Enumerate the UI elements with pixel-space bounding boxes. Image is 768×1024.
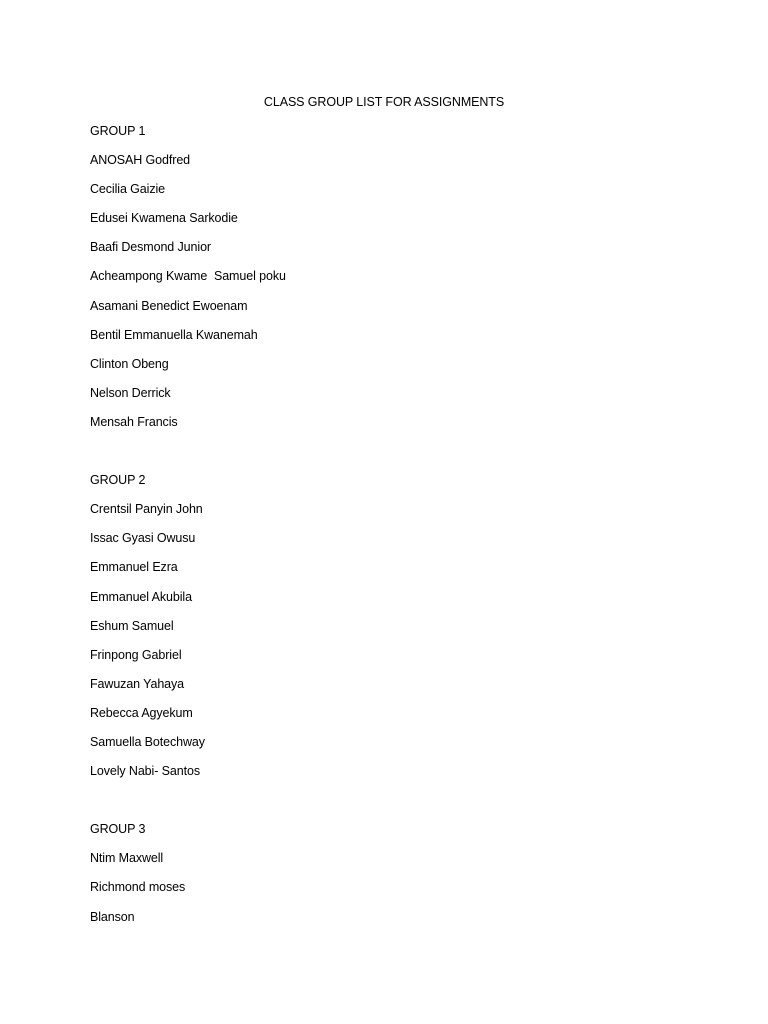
member-name: Rebecca Agyekum	[90, 705, 193, 720]
member-name: Issac Gyasi Owusu	[90, 531, 196, 546]
group-list	[90, 123, 690, 938]
group-heading: GROUP 2	[90, 473, 146, 488]
member-name: Clinton Obeng	[90, 356, 169, 371]
member-name: Fawuzan Yahaya	[90, 676, 185, 691]
group-heading: GROUP 1	[90, 124, 146, 138]
group-heading: GROUP 3	[90, 822, 146, 837]
member-name: Mensah Francis	[90, 414, 178, 429]
member-name: ANOSAH Godfred	[90, 153, 191, 168]
member-name: Emmanuel Ezra	[90, 560, 178, 575]
member-name: Bentil Emmanuella Kwanemah	[90, 327, 258, 342]
member-name: Ntim Maxwell	[90, 851, 164, 866]
member-name: Richmond moses	[90, 880, 186, 895]
member-name: Eshum Samuel	[90, 618, 174, 633]
member-name: Crentsil Panyin John	[90, 502, 203, 517]
member-name: Nelson Derrick	[90, 385, 171, 400]
member-name: Acheampong Kwame Samuel poku	[90, 269, 286, 284]
document-title: CLASS GROUP LIST FOR ASSIGNMENTS	[263, 95, 505, 109]
member-name: Samuella Botechway	[90, 734, 205, 749]
group-1-section	[90, 123, 690, 430]
member-name: Emmanuel Akubila	[90, 589, 192, 604]
member-name: Asamani Benedict Ewoenam	[90, 298, 248, 313]
member-name: Baafi Desmond Junior	[90, 240, 211, 255]
member-name: Cecilia Gaizie	[90, 182, 166, 197]
group-spacer	[90, 443, 690, 472]
group-3-section	[90, 821, 690, 924]
member-name: Frinpong Gabriel	[90, 647, 182, 662]
group-spacer	[90, 792, 690, 821]
member-name: Edusei Kwamena Sarkodie	[90, 211, 238, 226]
group-2-section	[90, 472, 690, 779]
member-name: Blanson	[90, 909, 135, 924]
member-name: Lovely Nabi- Santos	[90, 764, 200, 779]
